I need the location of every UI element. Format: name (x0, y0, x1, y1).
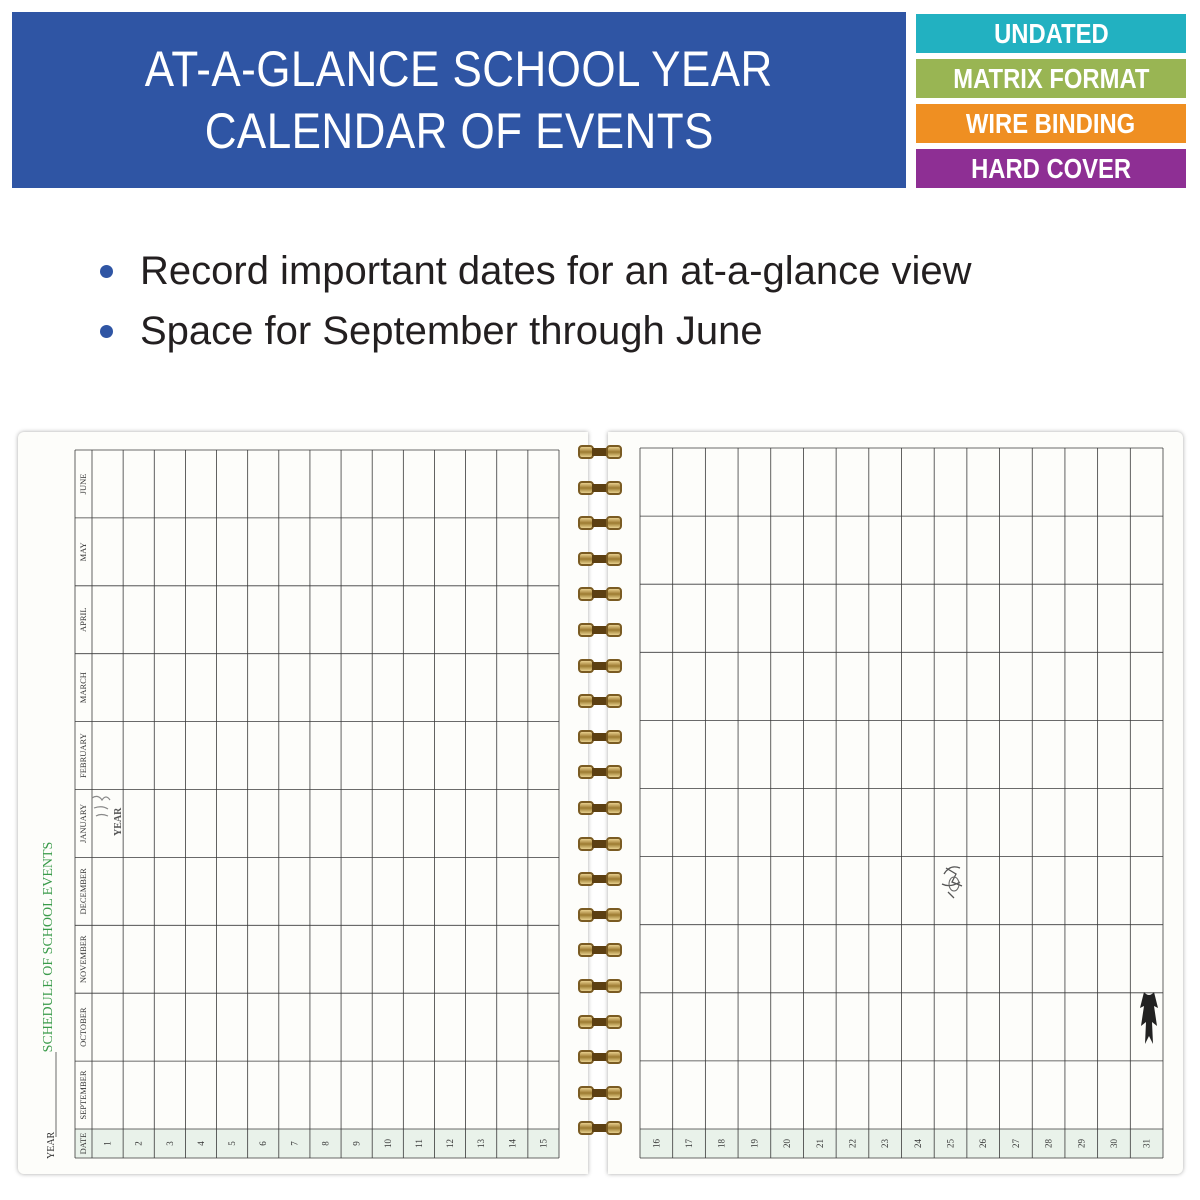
tag-matrix-format-label: MATRIX FORMAT (952, 63, 1150, 94)
month-label: MARCH (78, 672, 88, 704)
day-label: 20 (782, 1139, 793, 1148)
day-label: 6 (258, 1141, 269, 1146)
day-label: 4 (195, 1141, 206, 1146)
feature-text: Space for September through June (140, 309, 763, 353)
tag-hard-cover-label: HARD COVER (970, 153, 1131, 184)
binding-ring-icon (578, 694, 624, 710)
day-label: 31 (1141, 1139, 1152, 1148)
day-label: 14 (507, 1139, 518, 1148)
day-label: 24 (912, 1139, 923, 1148)
binding-ring-icon (578, 481, 624, 497)
day-label: 2 (133, 1141, 144, 1146)
tag-hard-cover (916, 149, 1186, 188)
month-label: JANUARY (78, 803, 88, 844)
day-label: 11 (413, 1139, 424, 1148)
day-label: 7 (289, 1141, 300, 1146)
day-label: 25 (945, 1139, 956, 1148)
month-label: FEBRUARY (78, 733, 88, 778)
binding-ring-icon (578, 872, 624, 888)
feature-text: Record important dates for an at-a-glance view (140, 249, 972, 293)
binding-ring-icon (578, 801, 624, 817)
month-label: NOVEMBER (78, 935, 88, 984)
binding-ring-icon (578, 445, 624, 461)
tag-matrix-format (916, 59, 1186, 98)
bat-sticker-icon (1140, 992, 1158, 1044)
pinecone-sticker-icon (942, 867, 962, 898)
day-label: 10 (382, 1139, 393, 1148)
binding-ring-icon (578, 659, 624, 675)
vertical-title: SCHEDULE OF SCHOOL EVENTS (41, 841, 56, 1053)
day-label: 15 (538, 1139, 549, 1148)
day-label: 8 (320, 1141, 331, 1146)
month-label: JUNE (78, 473, 88, 495)
left-page-grid (18, 432, 588, 1174)
day-label: 21 (814, 1139, 825, 1148)
day-label: 13 (476, 1139, 487, 1148)
bullet-dot-icon (100, 265, 113, 278)
left-grid-lines (75, 450, 559, 1158)
month-label: OCTOBER (78, 1007, 88, 1047)
binding-ring-icon (578, 552, 624, 568)
day-label: 29 (1076, 1139, 1087, 1148)
year-label: YEAR (46, 1131, 57, 1159)
day-label: 28 (1043, 1139, 1054, 1148)
binding-ring-icon (578, 587, 624, 603)
day-label: 30 (1108, 1139, 1119, 1148)
day-label: 19 (749, 1139, 760, 1148)
right-grid-lines (640, 448, 1163, 1158)
date-row-band (75, 1129, 559, 1158)
right-page-grid (608, 432, 1183, 1174)
tag-undated-label: UNDATED (993, 18, 1109, 49)
day-label: 26 (978, 1139, 989, 1148)
day-label: 22 (847, 1139, 858, 1148)
day-label: 5 (227, 1141, 238, 1146)
day-label: 16 (651, 1139, 662, 1148)
binding-ring-icon (578, 1086, 624, 1102)
tag-wire-binding-label: WIRE BINDING (966, 108, 1136, 139)
binding-ring-icon (578, 837, 624, 853)
binding-ring-icon (578, 1121, 624, 1137)
month-label: DECEMBER (78, 868, 88, 915)
banner-title-line2: CALENDAR OF EVENTS (204, 103, 714, 159)
planner-right-page (608, 432, 1183, 1174)
header-banner (12, 12, 906, 188)
binding-ring-icon (578, 1050, 624, 1066)
month-label: SEPTEMBER (78, 1070, 88, 1120)
binding-ring-icon (578, 979, 624, 995)
day-label: 9 (351, 1141, 362, 1146)
day-label: 17 (684, 1139, 695, 1148)
planner-left-page (18, 432, 588, 1174)
binding-ring-icon (578, 908, 624, 924)
tag-undated (916, 14, 1186, 53)
day-label: 1 (102, 1141, 113, 1146)
day-label: 3 (164, 1141, 175, 1146)
banner-title-line1: AT-A-GLANCE SCHOOL YEAR (145, 41, 773, 97)
binding-ring-icon (578, 943, 624, 959)
month-labels (78, 474, 88, 1120)
bullet-dot-icon (100, 325, 113, 338)
month-label: APRIL (78, 607, 88, 633)
binding-ring-icon (578, 1015, 624, 1031)
binding-ring-icon (578, 730, 624, 746)
binding-ring-icon (578, 765, 624, 781)
tag-wire-binding (916, 104, 1186, 143)
sticker-text: YEAR (113, 807, 124, 836)
happy-new-year-sticker-icon (92, 796, 124, 836)
binding-ring-icon (578, 623, 624, 639)
month-label: MAY (78, 542, 88, 562)
day-label: 12 (445, 1139, 456, 1148)
ring-binding-icon (578, 445, 630, 1165)
day-label: 23 (880, 1139, 891, 1148)
date-label: DATE (78, 1132, 88, 1155)
day-label: 18 (716, 1139, 727, 1148)
day-label: 27 (1010, 1139, 1021, 1148)
binding-ring-icon (578, 516, 624, 532)
